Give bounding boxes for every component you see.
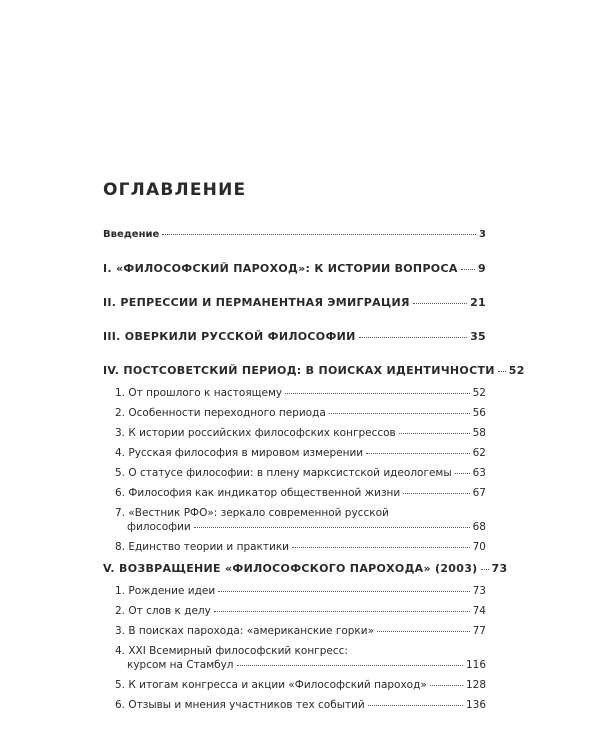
toc-section[interactable]: [115, 604, 486, 618]
toc-page: 77: [472, 625, 486, 637]
toc-section[interactable]: [115, 426, 486, 440]
toc-label: 5. О статусе философии: в плену марксистской идеологемы: [115, 467, 452, 479]
leader-dots: [366, 453, 470, 454]
toc-label: 2. Особенности переходного периода: [115, 407, 326, 419]
toc-entry-chapter-2[interactable]: [103, 296, 486, 310]
toc-label-line: [115, 658, 486, 672]
toc-entry-chapter-5[interactable]: [103, 562, 508, 576]
toc-page: 3: [479, 229, 486, 240]
leader-dots: [377, 631, 470, 632]
toc-label: 5. К итогам конгресса и акции «Философский пароход»: [115, 679, 427, 691]
toc-page: 63: [472, 467, 486, 479]
toc-page: 73: [491, 562, 508, 575]
toc-page: 9: [478, 262, 486, 275]
leader-dots: [214, 611, 470, 612]
toc-page: 74: [472, 605, 486, 617]
leader-dots: [399, 433, 470, 434]
toc-page: 70: [472, 541, 486, 553]
toc-label: 1. Рождение идеи: [115, 585, 216, 597]
toc-page: 35: [470, 330, 486, 343]
toc-page: 67: [472, 487, 486, 499]
toc-section[interactable]: [115, 386, 486, 400]
toc-label-line: [115, 644, 486, 658]
toc-page: 136: [465, 699, 486, 711]
toc-label: 3. К истории российских философских конгрессов: [115, 427, 396, 439]
toc-label: 6. Философия как индикатор общественной жизни: [115, 487, 401, 499]
toc-entry-chapter-3[interactable]: [103, 330, 486, 344]
leader-dots: [194, 527, 470, 528]
toc-section[interactable]: [115, 584, 486, 598]
leader-dots: [413, 303, 467, 304]
toc-page: 68: [472, 521, 486, 533]
toc-label-line: [115, 506, 486, 520]
chapter-4-sections: [103, 386, 486, 554]
toc-label: 4. XXI Всемирный философский конгресс:: [115, 645, 348, 657]
leader-dots: [368, 705, 463, 706]
leader-dots: [403, 493, 469, 494]
toc-section[interactable]: [115, 624, 486, 638]
leader-dots: [218, 591, 469, 592]
toc-page: 52: [508, 364, 525, 377]
toc-section[interactable]: [115, 446, 486, 460]
toc-label: I. «ФИЛОСОФСКИЙ ПАРОХОД»: К ИСТОРИИ ВОПРОСА: [103, 262, 458, 275]
toc-label: Введение: [103, 229, 160, 240]
toc-label: 3. В поисках парохода: «американские горки»: [115, 625, 375, 637]
toc-label: V. ВОЗВРАЩЕНИЕ «ФИЛОСОФСКОГО ПАРОХОДА» (2003): [103, 562, 478, 575]
toc-label: IV. ПОСТСОВЕТСКИЙ ПЕРИОД: В ПОИСКАХ ИДЕНТИЧНОСТИ: [103, 364, 495, 377]
toc-section[interactable]: [115, 406, 486, 420]
toc-label: философии: [127, 521, 191, 533]
toc-section[interactable]: [115, 678, 486, 692]
toc-section[interactable]: [115, 540, 486, 554]
toc-section[interactable]: [115, 506, 486, 534]
toc-label: II. РЕПРЕССИИ И ПЕРМАНЕНТНАЯ ЭМИГРАЦИЯ: [103, 296, 410, 309]
toc-label: 4. Русская философия в мировом измерении: [115, 447, 364, 459]
toc-label: 8. Единство теории и практики: [115, 541, 290, 553]
toc-label: курсом на Стамбул: [127, 659, 234, 671]
toc-label: 2. От слов к делу: [115, 605, 211, 617]
chapter-5-sections: [103, 584, 486, 712]
leader-dots: [285, 393, 469, 394]
leader-dots: [461, 269, 475, 270]
leader-dots: [455, 473, 470, 474]
leader-dots: [162, 234, 476, 235]
toc-page: 62: [472, 447, 486, 459]
toc-page: 116: [465, 659, 486, 671]
toc-section[interactable]: [115, 466, 486, 480]
leader-dots: [430, 685, 463, 686]
toc-page: 56: [472, 407, 486, 419]
toc-entry-chapter-1[interactable]: [103, 262, 486, 276]
toc-page: 58: [472, 427, 486, 439]
toc-section[interactable]: [115, 486, 486, 500]
toc-entry-chapter-4[interactable]: [103, 364, 525, 378]
toc-label: 6. Отзывы и мнения участников тех событий: [115, 699, 365, 711]
toc-section[interactable]: [115, 698, 486, 712]
toc-page: 21: [470, 296, 486, 309]
leader-dots: [498, 371, 506, 372]
page-title: ОГЛАВЛЕНИЕ: [103, 180, 247, 200]
leader-dots: [359, 337, 467, 338]
leader-dots: [292, 547, 470, 548]
leader-dots: [329, 413, 470, 414]
toc-label: 1. От прошлого к настоящему: [115, 387, 283, 399]
toc-label: III. ОВЕРКИЛИ РУССКОЙ ФИЛОСОФИИ: [103, 330, 356, 343]
table-of-contents: [103, 228, 525, 712]
toc-page: 128: [465, 679, 486, 691]
toc-page: 52: [472, 387, 486, 399]
toc-section[interactable]: [115, 644, 486, 672]
toc-page: 73: [472, 585, 486, 597]
toc-label: 7. «Вестник РФО»: зеркало современной русской: [115, 507, 389, 519]
leader-dots: [481, 569, 489, 570]
leader-dots: [237, 665, 463, 666]
toc-entry-intro[interactable]: [103, 228, 486, 242]
toc-label-line: [115, 520, 486, 534]
